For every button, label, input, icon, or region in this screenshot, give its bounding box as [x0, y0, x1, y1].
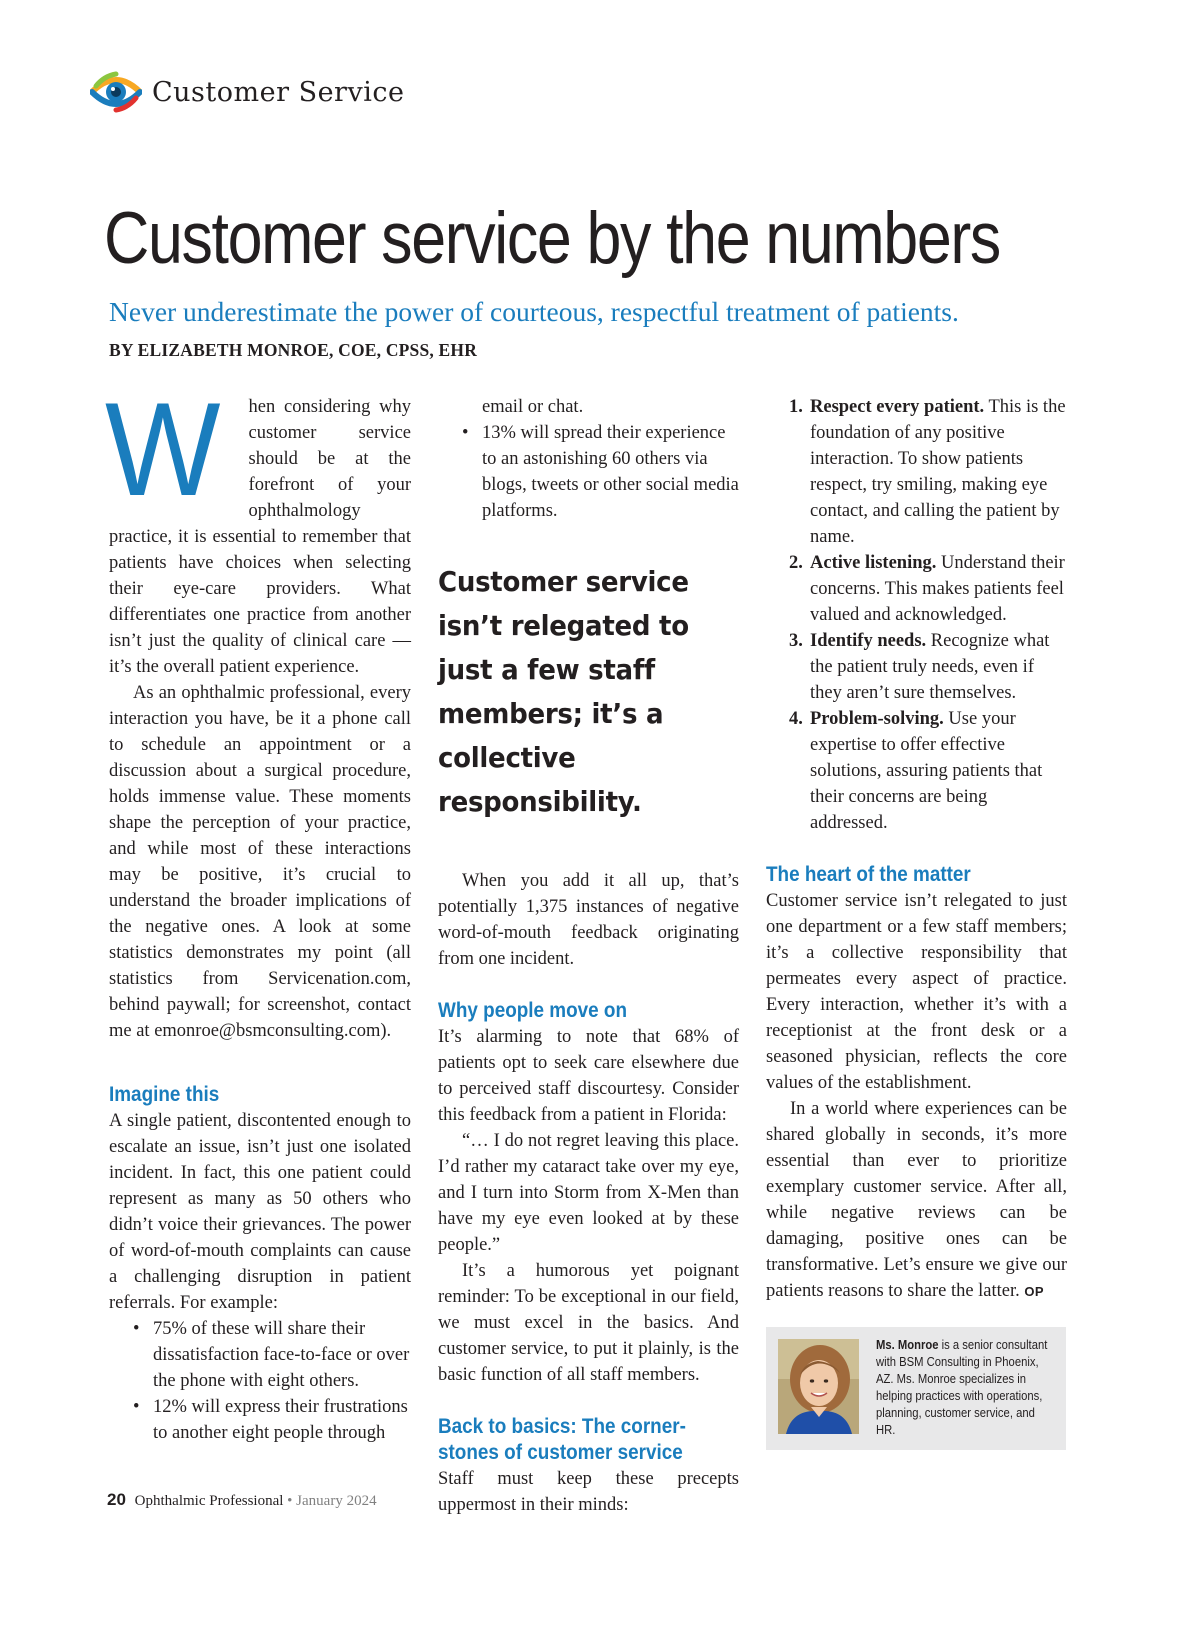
- item-title: Problem-solving.: [810, 709, 944, 729]
- intro-paragraph-2: As an ophthalmic professional, every interaction you have, be it a phone call to schedule an appointment or a discussion about a surgical procedure, holds immense value. These moments shape the perception of your practice, and while most of these interactions may be positive, it’s crucial to understand the broader implications of the negative ones. A look at some statistics demonstrates my point (all statistics from Servicenation.com, behind paywall; for screenshot, contact me at emonroe@bsmconsulting.com).: [109, 683, 411, 1041]
- article-title: Customer service by the numbers: [104, 198, 1000, 279]
- issue-date: January 2024: [296, 1493, 377, 1509]
- item-title: Active listening.: [810, 553, 937, 573]
- item-title: Respect every patient.: [810, 397, 985, 417]
- heart-paragraph-1: Customer service isn’t relegated to just one department or a few staff members; it’s a collective responsibility that permeates every aspect of practice. Every interaction, whether it’s with a receptionist at the front desk or a seasoned physician, reflects the core values of the establishment.: [766, 891, 1067, 1093]
- footer-separator: •: [287, 1493, 293, 1509]
- item-text: Understand their concerns. This makes patients feel valued and acknowledged.: [810, 553, 1065, 625]
- list-item-text: • 12% will express their frustrations to another eight people through: [153, 1397, 408, 1443]
- item-title: Identify needs.: [810, 631, 927, 651]
- column-2: [438, 394, 739, 1518]
- list-item: [766, 394, 1067, 550]
- stats-list-continued: [438, 394, 739, 420]
- pull-quote: Customer service isn’t relegated to just a few staff members; it’s a collective responsibility.: [438, 565, 689, 818]
- list-item: • 75% of these will share their dissatisfaction face-to-face or over the phone with eight others.: [109, 1316, 411, 1394]
- stats-list-2: [438, 420, 739, 524]
- author-bio-text: is a senior consultant with BSM Consulting in Phoenix, AZ. Ms. Monroe specializes in helping practices with operations, planning, customer service, and HR.: [876, 1338, 1048, 1437]
- list-item: • 13% will spread their experience to an astonishing 60 others via blogs, tweets or other social media platforms.: [438, 420, 739, 524]
- article-subtitle: Never underestimate the power of courteous, respectful treatment of patients.: [109, 296, 959, 327]
- list-item-continued: email or chat.: [482, 397, 584, 417]
- section-label: Customer Service: [152, 76, 405, 108]
- heart-text-2: In a world where experiences can be shared globally in seconds, it’s more essential than ever to prioritize exemplary customer service. After all, while negative reviews can be damaging, positive ones can be transformative. Let’s ensure we give our patients reasons to share the latter.: [766, 1099, 1067, 1301]
- item-number: 1.: [789, 397, 803, 417]
- precepts-list: [766, 394, 1067, 836]
- author-bio-box: [766, 1327, 1066, 1450]
- subhead-imagine: Imagine this: [109, 1083, 220, 1106]
- why-paragraph: It’s alarming to note that 68% of patients opt to seek care elsewhere due to perceived staff discourtesy. Consider this feedback from a patient in Florida:: [438, 1027, 739, 1125]
- subhead-why: Why people move on: [438, 999, 628, 1022]
- subhead-heart: The heart of the matter: [766, 863, 971, 886]
- item-text: Recognize what the patient truly needs, even if they aren’t sure themselves.: [810, 631, 1050, 703]
- item-text: This is the foundation of any positive interaction. To show patients respect, try smiling, making eye contact, and calling the patient by name.: [810, 397, 1066, 547]
- reminder-paragraph: It’s a humorous yet poignant reminder: To be exceptional in our field, we must excel in the basics. And customer service, to put it plainly, is the basic function of all staff members.: [438, 1261, 739, 1385]
- page-number: 20: [107, 1490, 126, 1509]
- stats-list: [109, 1316, 411, 1446]
- eye-logo-icon: [90, 70, 142, 114]
- subhead-basics-line-1: Back to basics: The corner-: [438, 1415, 686, 1438]
- patient-quote: “… I do not regret leaving this place. I’d rather my cataract take over my eye, and I turn into Storm from X-Men than have my eye even looked at by these people.”: [438, 1131, 739, 1255]
- intro-text-1: hen considering why customer service should be at the forefront of your ophthalmology practice, it is essential to remember that patients have choices when selecting their eye-care providers. What differentiates one practice from another isn’t just the quality of clinical care — it’s the overall patient experience.: [109, 397, 411, 677]
- imagine-paragraph: A single patient, discontented enough to escalate an issue, isn’t just one isolated incident. In fact, this one patient could represent as many as 50 others who didn’t voice their grievances. The power of word-of-mouth complaints can cause a challenging disruption in patient referrals. For example:: [109, 1111, 411, 1313]
- item-number: 3.: [789, 631, 803, 651]
- list-item: [766, 706, 1067, 836]
- heart-paragraph-2: [766, 1096, 1067, 1305]
- subhead-basics-line-2: stones of customer service: [438, 1441, 683, 1464]
- intro-paragraph-1: [105, 376, 411, 680]
- column-1: [105, 376, 411, 1446]
- byline: BY ELIZABETH MONROE, COE, CPSS, EHR: [109, 340, 478, 360]
- column-3: [766, 394, 1067, 1305]
- magazine-name: Ophthalmic Professional: [134, 1493, 284, 1509]
- item-number: 2.: [789, 553, 803, 573]
- section-header: [90, 70, 404, 114]
- author-bio: [876, 1337, 1052, 1439]
- list-item: [109, 1394, 411, 1446]
- drop-cap: W: [105, 376, 221, 524]
- end-mark: OP: [1024, 1284, 1044, 1299]
- page-footer: [107, 1490, 377, 1510]
- item-number: 4.: [789, 709, 803, 729]
- basics-intro: Staff must keep these precepts uppermost in their minds:: [438, 1469, 739, 1515]
- list-item: [766, 628, 1067, 706]
- author-name: Ms. Monroe: [876, 1338, 939, 1352]
- author-photo: [778, 1339, 859, 1434]
- item-text: Use your expertise to offer effective solutions, assuring patients that their concerns are being addressed.: [810, 709, 1043, 833]
- add-up-paragraph: When you add it all up, that’s potentially 1,375 instances of negative word-of-mouth feedback originating from one incident.: [438, 871, 739, 969]
- list-item: [766, 550, 1067, 628]
